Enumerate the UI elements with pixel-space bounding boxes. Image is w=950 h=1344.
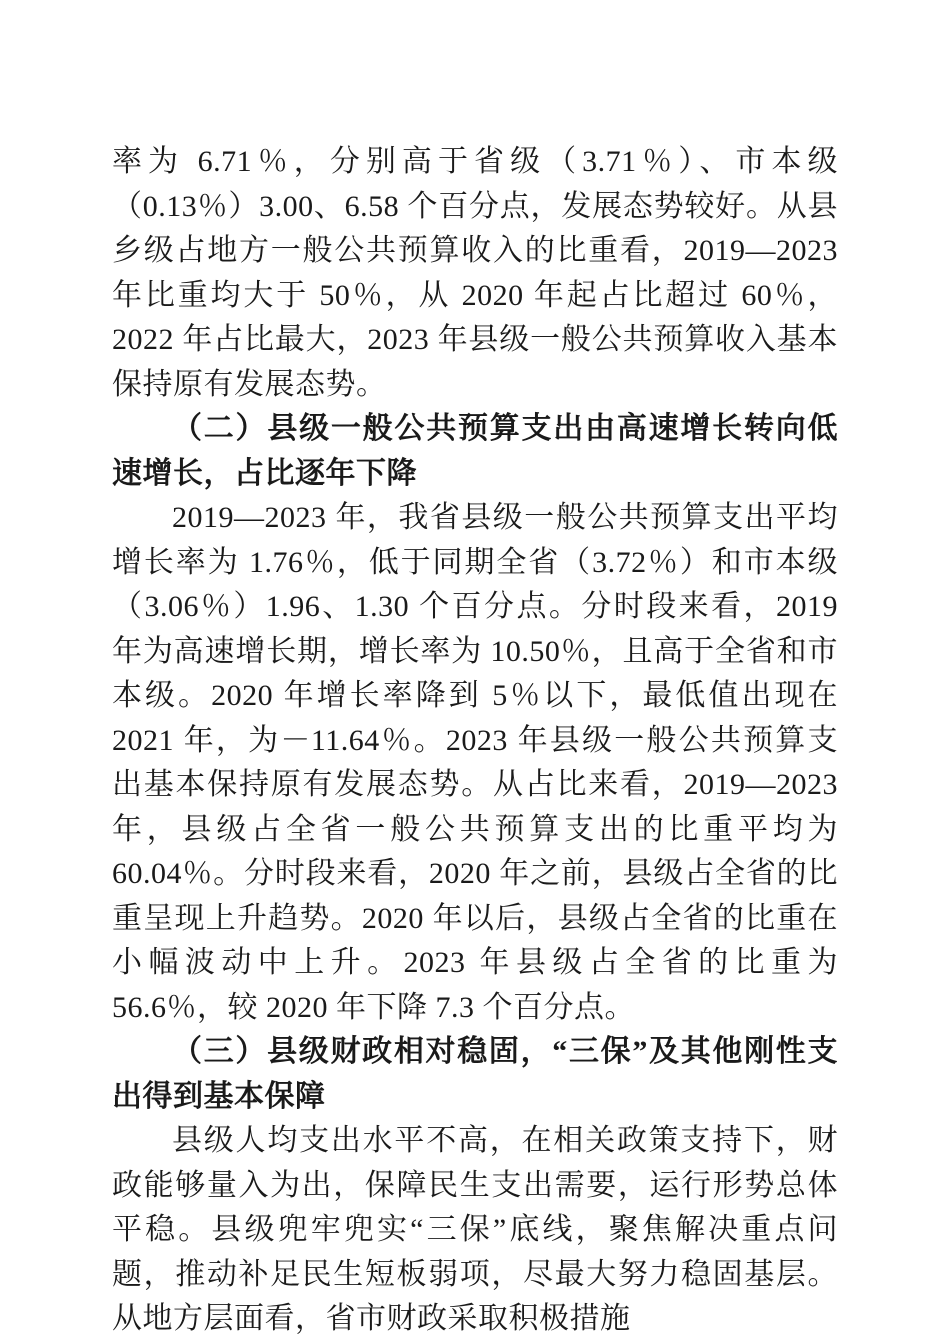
paragraph-continuation: 率为 6.71％，分别高于省级（3.71％）、市本级（0.13％）3.00、6.58 个百分点，发展态势较好。从县乡级占地方一般公共预算收入的比重看，2019—2023 年比重均大于 50％，从 2020 年起占比超过 60％，2022 年占比最大，2023 年县级一般公共预算收入基本保持原有发展态势。 bbox=[112, 145, 838, 401]
paragraph-section-3: 县级人均支出水平不高，在相关政策支持下，财政能够量入为出，保障民生支出需要，运行形势总体平稳。县级兜牢兜实“三保”底线，聚焦解决重点问题，推动补足民生短板弱项，尽最大努力稳固基层。从地方层面看，省市财政采取积极措施 bbox=[112, 1124, 838, 1335]
section-heading-3: （三）县级财政相对稳固，“三保”及其他刚性支出得到基本保障 bbox=[112, 1035, 838, 1113]
section-heading-2: （二）县级一般公共预算支出由高速增长转向低速增长，占比逐年下降 bbox=[112, 412, 838, 490]
document-text-block bbox=[112, 140, 838, 1342]
paragraph-section-2: 2019—2023 年，我省县级一般公共预算支出平均增长率为 1.76％，低于同期全省（3.72％）和市本级（3.06％）1.96、1.30 个百分点。分时段来看，2019 年为高速增长期，增长率为 10.50％，且高于全省和市本级。2020 年增长率降到 5％以下，最低值出现在 2021 年，为－11.64％。2023 年县级一般公共预算支出基本保持原有发展态势。从占比来看，2019—2023 年，县级占全省一般公共预算支出的比重平均为 60.04％。分时段来看，2020 年之前，县级占全省的比重呈现上升趋势。2020 年以后，县级占全省的比重在小幅波动中上升。2023 年县级占全省的比重为 56.6％，较 2020 年下降 7.3 个百分点。 bbox=[112, 501, 838, 1024]
